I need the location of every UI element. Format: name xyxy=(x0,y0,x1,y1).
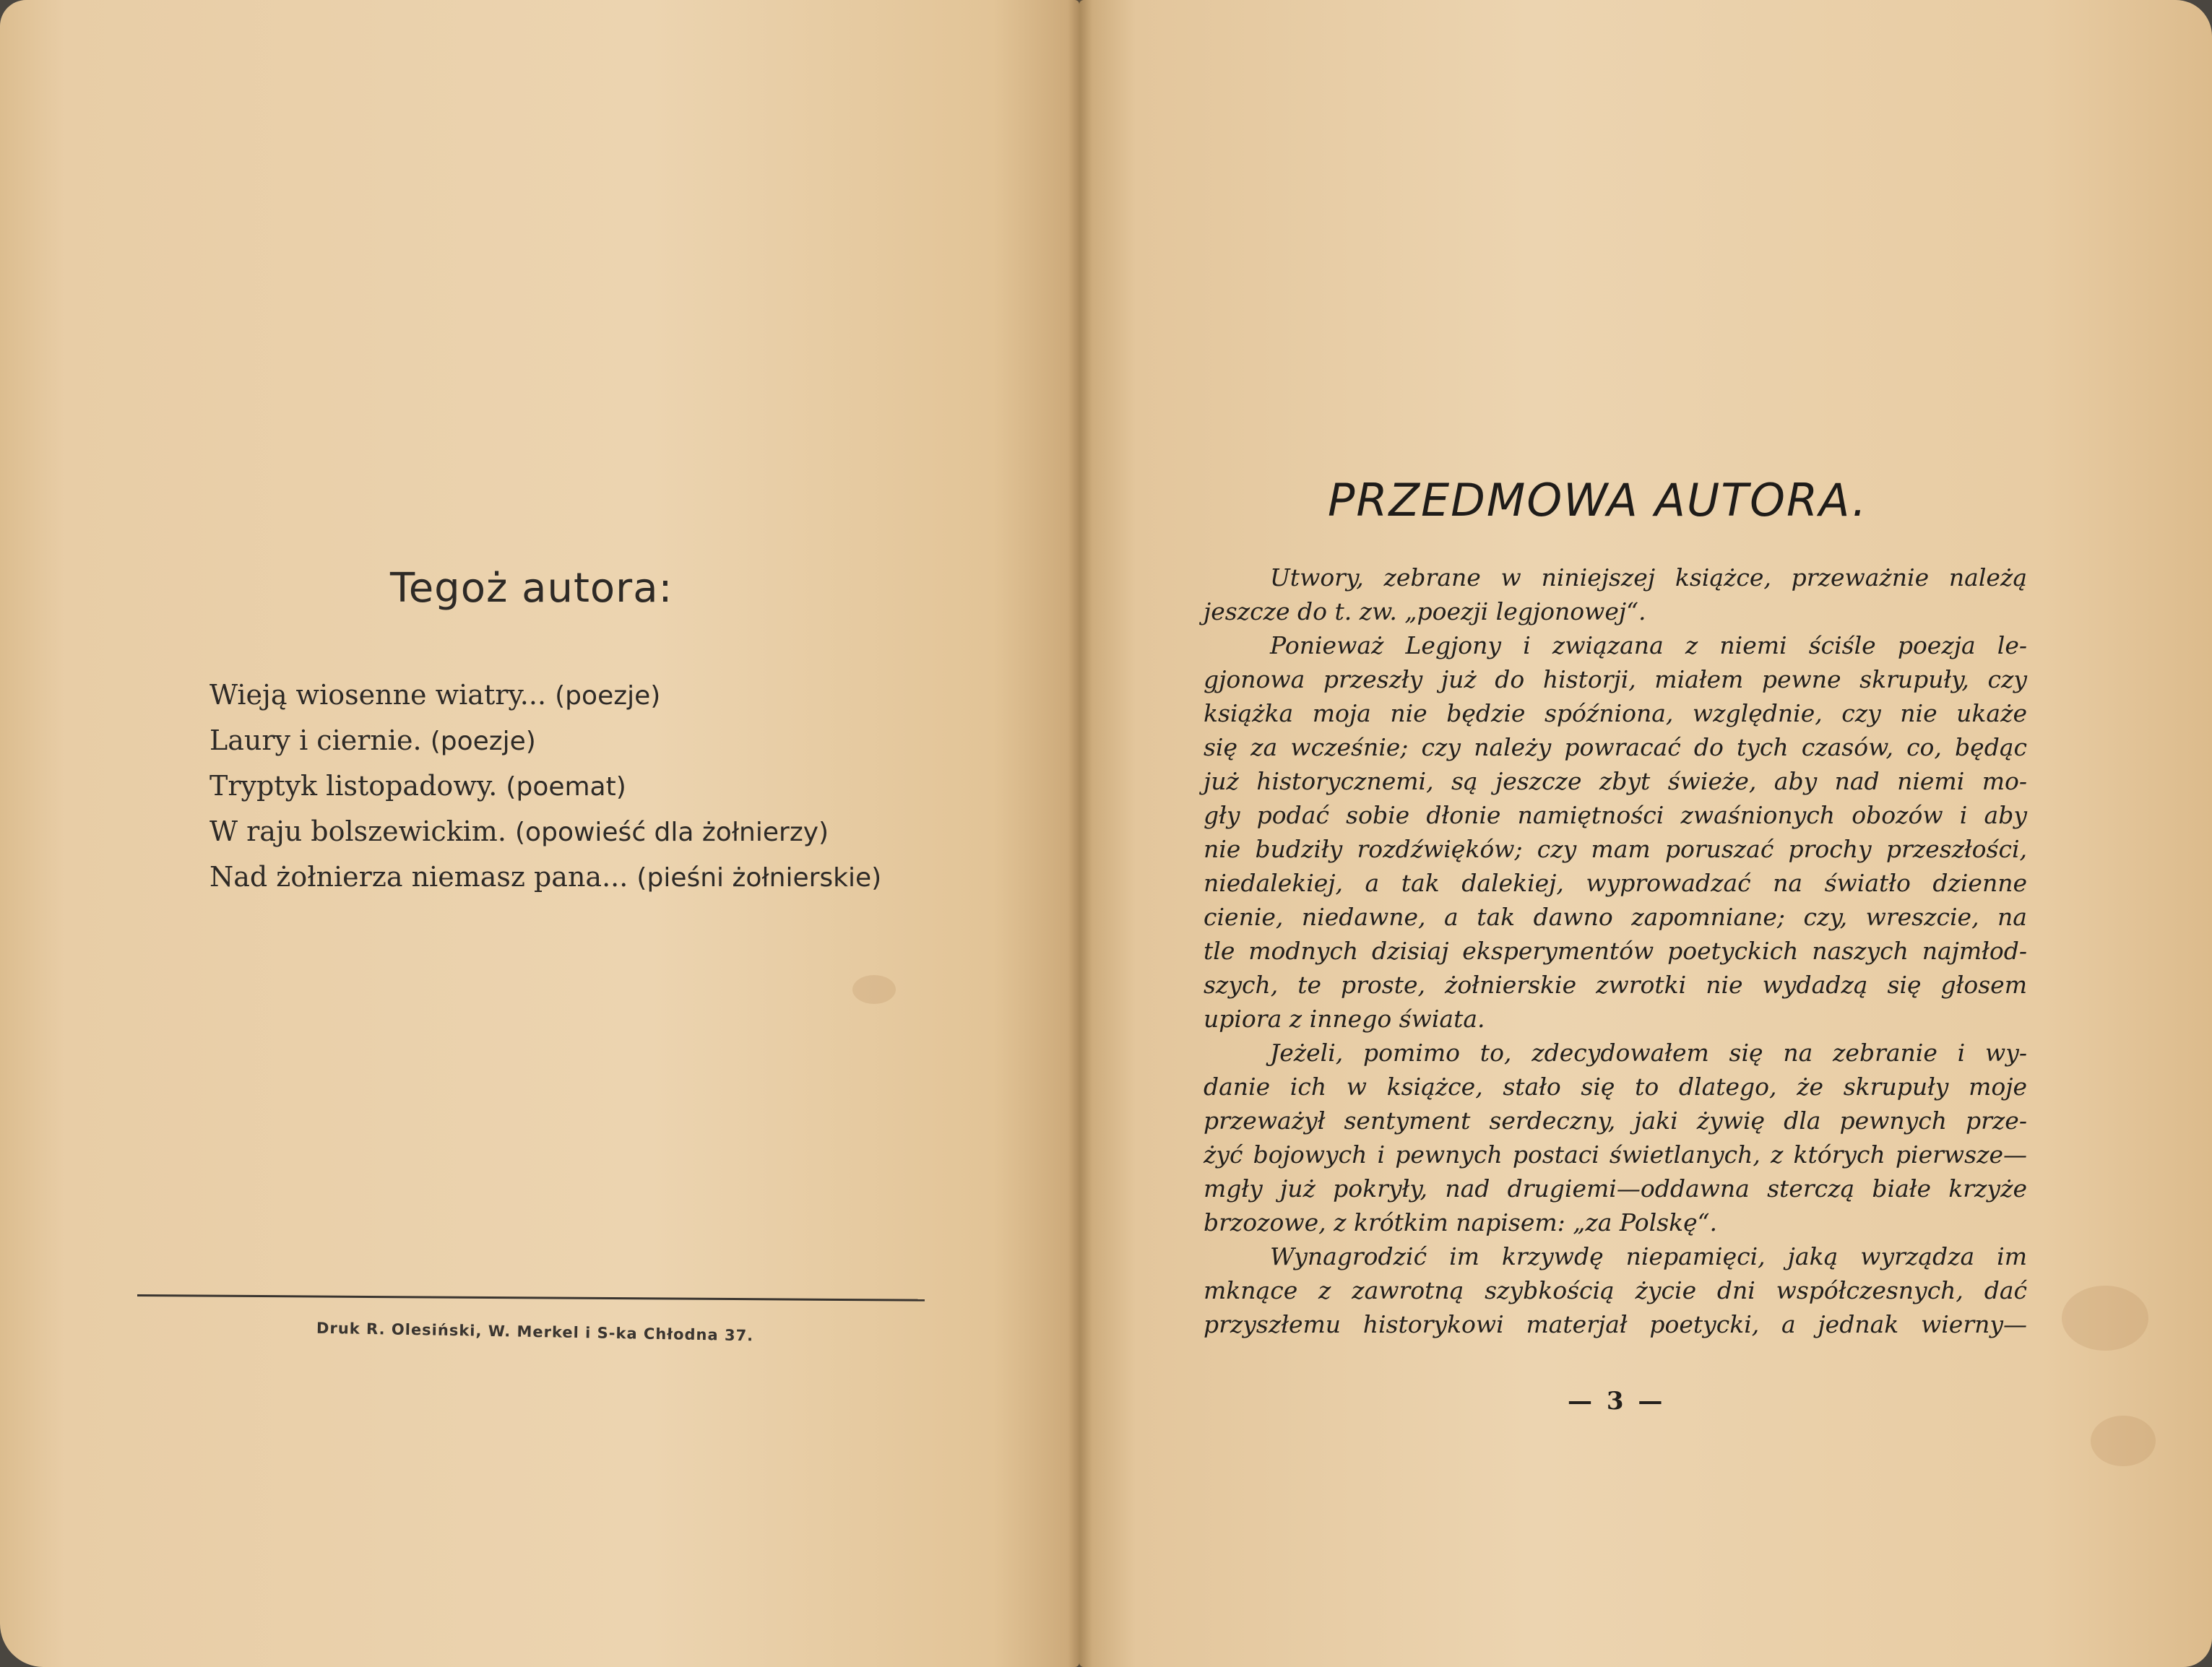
work-item xyxy=(209,724,881,770)
preface-heading: PRZEDMOWA AUTORA. xyxy=(1328,474,1868,527)
left-page-heading: Tegoż autora: xyxy=(390,565,673,612)
text-line: mgły już pokryły, nad drugiemi—oddawna sterczą białe krzyże xyxy=(1204,1174,2027,1203)
text-line: upiora z innego świata. xyxy=(1204,1005,1485,1033)
works-list xyxy=(209,679,881,906)
work-item xyxy=(209,815,881,861)
preface-text xyxy=(1204,560,2027,1341)
page-number: — 3 — xyxy=(1568,1387,1666,1416)
left-page xyxy=(0,0,1079,1667)
text-line: niedalekiej, a tak dalekiej, wyprowadzać na światło dzienne xyxy=(1204,869,2027,897)
text-line: jeszcze do t. zw. „poezji legjonowej“. xyxy=(1204,597,1646,625)
text-line: gjonowa przeszły już do historji, miałem pewne skrupuły, czy xyxy=(1204,665,2027,693)
work-title: Nad żołnierza niemasz pana... xyxy=(209,861,628,893)
text-line: gły podać sobie dłonie namiętności zwaśnionych obozów i aby xyxy=(1204,801,2027,829)
text-line: mknące z zawrotną szybkością życie dni współczesnych, dać xyxy=(1204,1276,2027,1304)
work-item xyxy=(209,861,881,906)
work-title: W raju bolszewickim. xyxy=(209,815,506,847)
text-line: brzozowe, z krótkim napisem: „za Polskę“. xyxy=(1204,1208,1717,1237)
paper-stain xyxy=(2062,1286,2148,1351)
printer-imprint: Druk R. Olesiński, W. Merkel i S-ka Chłodna 37. xyxy=(316,1319,754,1345)
text-line: cienie, niedawne, a tak dawno zapomniane; czy, wreszcie, na xyxy=(1204,903,2027,931)
work-genre: (poemat) xyxy=(506,772,626,802)
paper-stain xyxy=(2091,1416,2156,1466)
work-item xyxy=(209,679,881,724)
work-title: Laury i ciernie. xyxy=(209,724,422,756)
text-line: przeważył sentyment serdeczny, jaki żywię dla pewnych prze- xyxy=(1204,1107,2027,1135)
book-gutter xyxy=(1068,0,1092,1667)
text-line: Utwory, zebrane w niniejszej książce, przeważnie należą xyxy=(1270,563,2027,592)
text-line: przyszłemu historykowi materjał poetycki, a jednak wierny— xyxy=(1204,1310,2027,1338)
work-genre: (opowieść dla żołnierzy) xyxy=(515,818,829,847)
paper-stain xyxy=(852,975,896,1004)
text-line: książka moja nie będzie spóźniona, względnie, czy nie ukaże xyxy=(1204,699,2027,727)
work-title: Wieją wiosenne wiatry... xyxy=(209,679,547,711)
text-line: danie ich w książce, stało się to dlatego, że skrupuły moje xyxy=(1204,1073,2027,1101)
work-genre: (poezje) xyxy=(555,681,661,711)
work-title: Tryptyk listopadowy. xyxy=(209,770,498,802)
divider-rule xyxy=(137,1294,925,1302)
text-line: tle modnych dzisiaj eksperymentów poetyckich naszych najmłod- xyxy=(1204,937,2027,965)
work-genre: (poezje) xyxy=(430,727,536,756)
text-line: szych, te proste, żołnierskie zwrotki nie wydadzą się głosem xyxy=(1204,971,2027,999)
text-line: Ponieważ Legjony i związana z niemi ściśle poezja le- xyxy=(1270,631,2027,659)
text-line: żyć bojowych i pewnych postaci świetlanych, z których pierwsze— xyxy=(1204,1140,2027,1169)
text-line: się za wcześnie; czy należy powracać do tych czasów, co, będąc xyxy=(1204,733,2027,761)
text-line: Jeżeli, pomimo to, zdecydowałem się na zebranie i wy- xyxy=(1270,1039,2027,1067)
work-item xyxy=(209,770,881,815)
text-line: Wynagrodzić im krzywdę niepamięci, jaką wyrządza im xyxy=(1270,1242,2027,1270)
text-line: już historycznemi, są jeszcze zbyt świeże, aby nad niemi mo- xyxy=(1204,767,2027,795)
text-line: nie budziły rozdźwięków; czy mam poruszać prochy przeszłości, xyxy=(1204,835,2027,863)
work-genre: (pieśni żołnierskie) xyxy=(636,863,882,893)
